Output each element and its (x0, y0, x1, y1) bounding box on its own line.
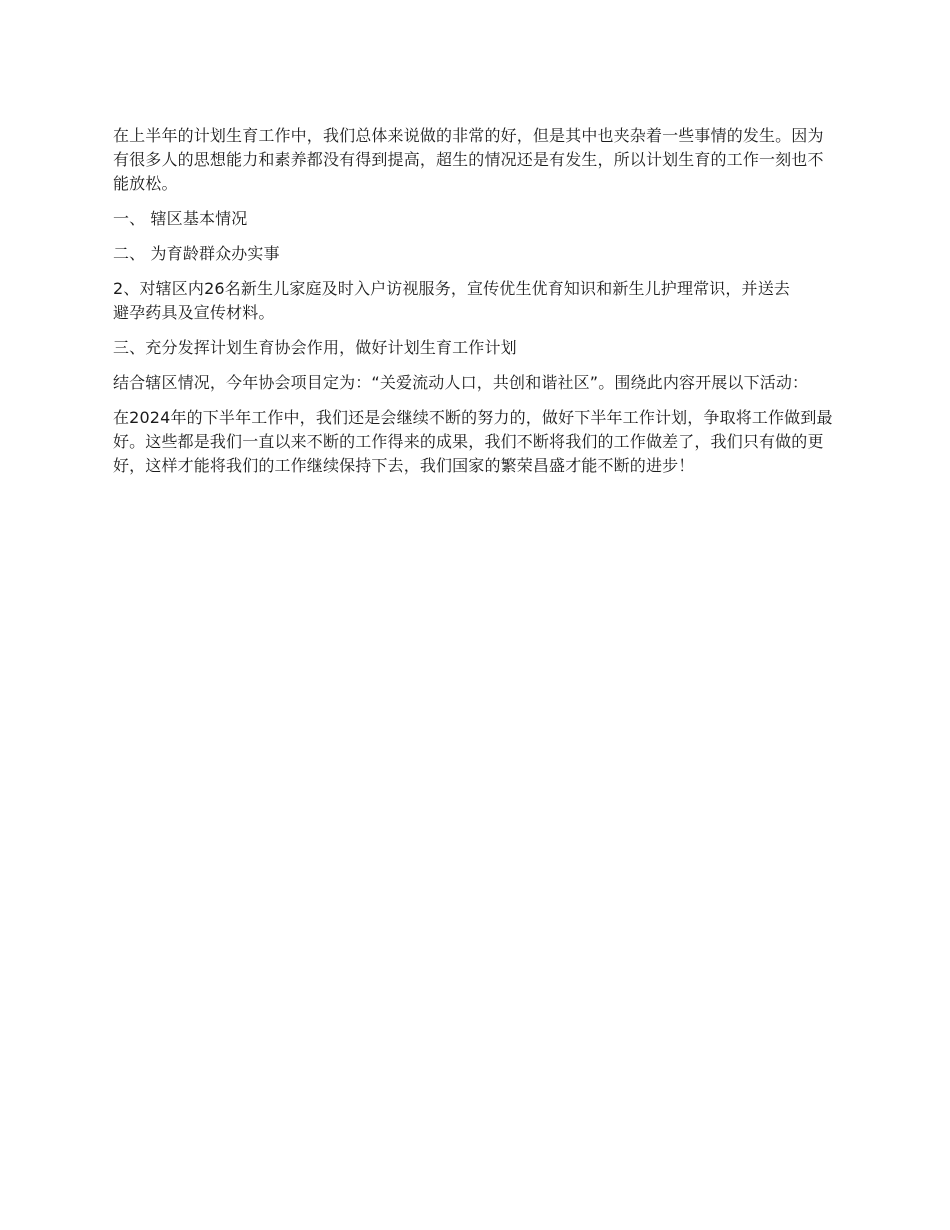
association-project-paragraph: 结合辖区情况，今年协会项目定为：“关爱流动人口，共创和谐社区”。围绕此内容开展以下活动： (113, 373, 809, 392)
conclusion-paragraph: 在2024年的下半年工作中，我们还是会继续不断的努力的，做好下半年工作计划，争取将工作做到最好。这些都是我们一直以来不断的工作得来的成果，我们不断将我们的工作做差了，我们只有做的更好，这样才能将我们的工作继续保持下去，我们国家的繁荣昌盛才能不断的进步！ (113, 408, 833, 475)
newborn-visit-paragraph: 2、对辖区内26名新生儿家庭及时入户访视服务，宣传优生优育知识和新生儿护理常识，并送去避孕药具及宣传材料。 (113, 279, 790, 322)
section-heading-basic-info: 一、 辖区基本情况 (113, 209, 248, 228)
section-heading-practical-services: 二、 为育龄群众办实事 (113, 244, 280, 263)
intro-paragraph: 在上半年的计划生育工作中，我们总体来说做的非常的好，但是其中也夹杂着一些事情的发生。因为有很多人的思想能力和素养都没有得到提高，超生的情况还是有发生，所以计划生育的工作一刻也不能放松。 (113, 126, 824, 193)
section-heading-association-role: 三、充分发挥计划生育协会作用，做好计划生育工作计划 (113, 338, 517, 357)
